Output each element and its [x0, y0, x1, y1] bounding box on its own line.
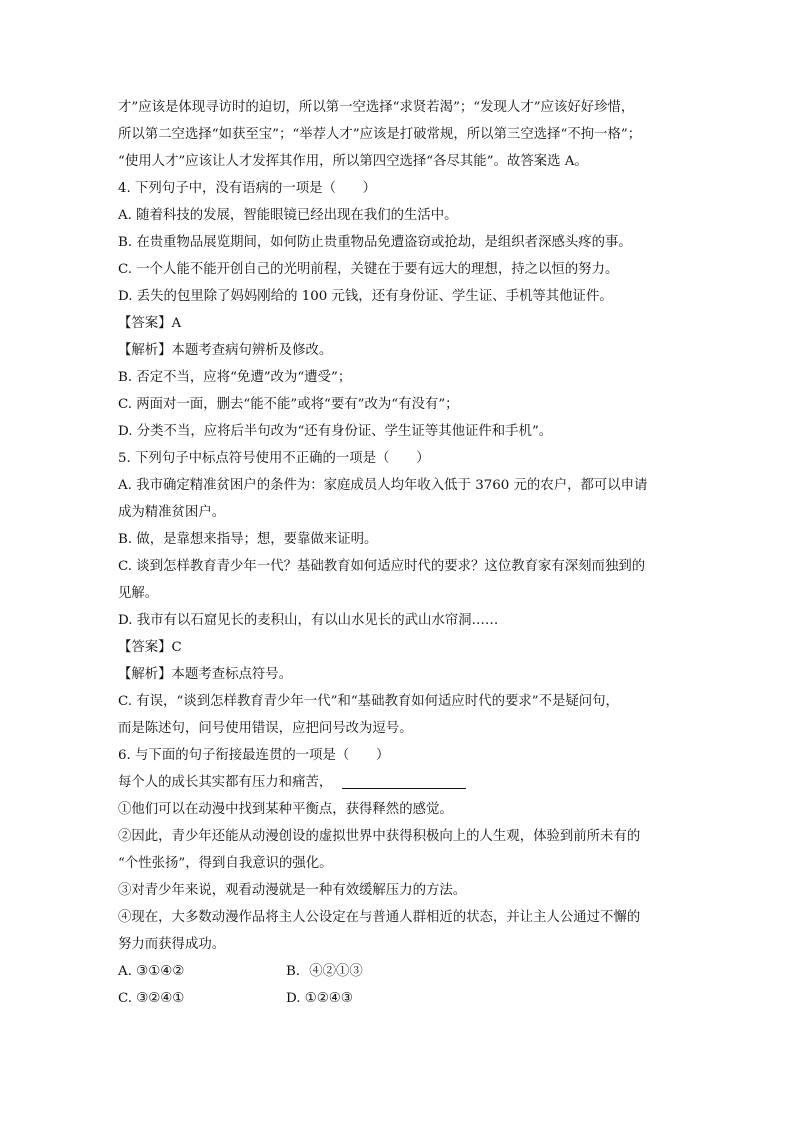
answer-line: 【答案】A — [118, 316, 182, 331]
analysis-line: D. 分类不当，应将后半句改为“还有身份证、学生证等其他证件和手机”。 — [118, 424, 553, 439]
analysis-line: 【解析】本题考查标点符号。 — [118, 667, 293, 682]
analysis-line: C. 有误，“谈到怎样教育青少年一代”和“基础教育如何适应时代的要求”不是疑问句， — [118, 694, 619, 709]
question-4-option-d: D. 丢失的包里除了妈妈刚给的 100 元钱，还有身份证、学生证、手机等其他证件。 — [118, 289, 613, 304]
question-6-option-d: D. ①②④③ — [286, 991, 353, 1006]
analysis-line: B. 否定不当，应将“免遭”改为“遭受”； — [118, 370, 352, 385]
analysis-line: 【解析】本题考查病句辨析及修改。 — [118, 343, 333, 358]
question-6-item-2: ②因此，青少年还能从动漫创设的虚拟世界中获得积极向上的人生观，体验到前所未有的 — [118, 829, 641, 844]
question-6-item-4-cont: 努力而获得成功。 — [118, 937, 226, 952]
question-6-sentence — [118, 769, 688, 796]
question-5-option-a: A. 我市确定精准贫困户的条件为：家庭成员人均年收入低于 3760 元的农户，都可以申请 — [118, 478, 648, 493]
question-6-item-3: ③对青少年来说，观看动漫就是一种有效缓解压力的方法。 — [118, 883, 467, 898]
question-6-option-a: A. ③①④② — [118, 964, 185, 979]
question-5-stem: 5. 下列句子中标点符号使用不正确的一项是（ ） — [118, 451, 430, 466]
question-6-options-row-2 — [118, 985, 688, 1012]
text-line: 才”应该是体现寻访时的迫切，所以第一空选择“求贤若渴”；“发现人才”应该好好珍惜， — [118, 100, 635, 115]
question-4-option-a: A. 随着科技的发展，智能眼镜已经出现在我们的生活中。 — [118, 208, 458, 223]
question-5-option-c-cont: 见解。 — [118, 586, 159, 601]
question-6-stem: 6. 与下面的句子衔接最连贯的一项是（ ） — [118, 748, 390, 763]
question-4-option-b: B. 在贵重物品展览期间，如何防止贵重物品免遭盗窃或抢劫，是组织者深感头疼的事。 — [118, 235, 632, 250]
question-4-stem: 4. 下列句子中，没有语病的一项是（ ） — [118, 181, 377, 196]
question-5-option-d: D. 我市有以石窟见长的麦积山，有以山水见长的武山水帘洞…… — [118, 613, 499, 628]
question-6-option-c: C. ③②④① — [118, 991, 185, 1006]
sentence-text: 每个人的成长其实都有压力和痛苦， — [118, 775, 333, 790]
question-6-item-1: ①他们可以在动漫中找到某种平衡点，获得释然的感觉。 — [118, 802, 453, 817]
text-line: 所以第二空选择“如获至宝”；“举荐人才”应该是打破常规，所以第三空选择“不拘一格”； — [118, 127, 642, 142]
question-6-item-4: ④现在，大多数动漫作品将主人公设定在与普通人群相近的状态，并让主人公通过不懈的 — [118, 910, 641, 925]
question-5-option-b: B. 做，是靠想来指导；想，要靠做来证明。 — [118, 532, 378, 547]
question-6-option-b: B．④②①③ — [286, 964, 363, 979]
fill-blank — [342, 774, 466, 789]
document-page — [118, 94, 688, 1012]
text-line: “使用人才”应该让人才发挥其作用，所以第四空选择“各尽其能”。故答案选 A。 — [118, 154, 588, 169]
answer-line: 【答案】C — [118, 640, 182, 655]
question-5-option-c: C. 谈到怎样教育青少年一代？基础教育如何适应时代的要求？这位教育家有深刻而独到的 — [118, 559, 646, 574]
question-6-options-row-1 — [118, 958, 688, 985]
question-5-option-a-cont: 成为精准贫困户。 — [118, 505, 226, 520]
question-4-option-c: C. 一个人能不能开创自己的光明前程，关键在于要有远大的理想，持之以恒的努力。 — [118, 262, 619, 277]
question-6-item-2-cont: “个性张扬”，得到自我意识的强化。 — [118, 856, 333, 871]
analysis-line: C. 两面对一面，删去“能不能”或将“要有”改为“有没有”； — [118, 397, 459, 412]
analysis-line: 而是陈述句，问号使用错误，应把问号改为逗号。 — [118, 721, 413, 736]
